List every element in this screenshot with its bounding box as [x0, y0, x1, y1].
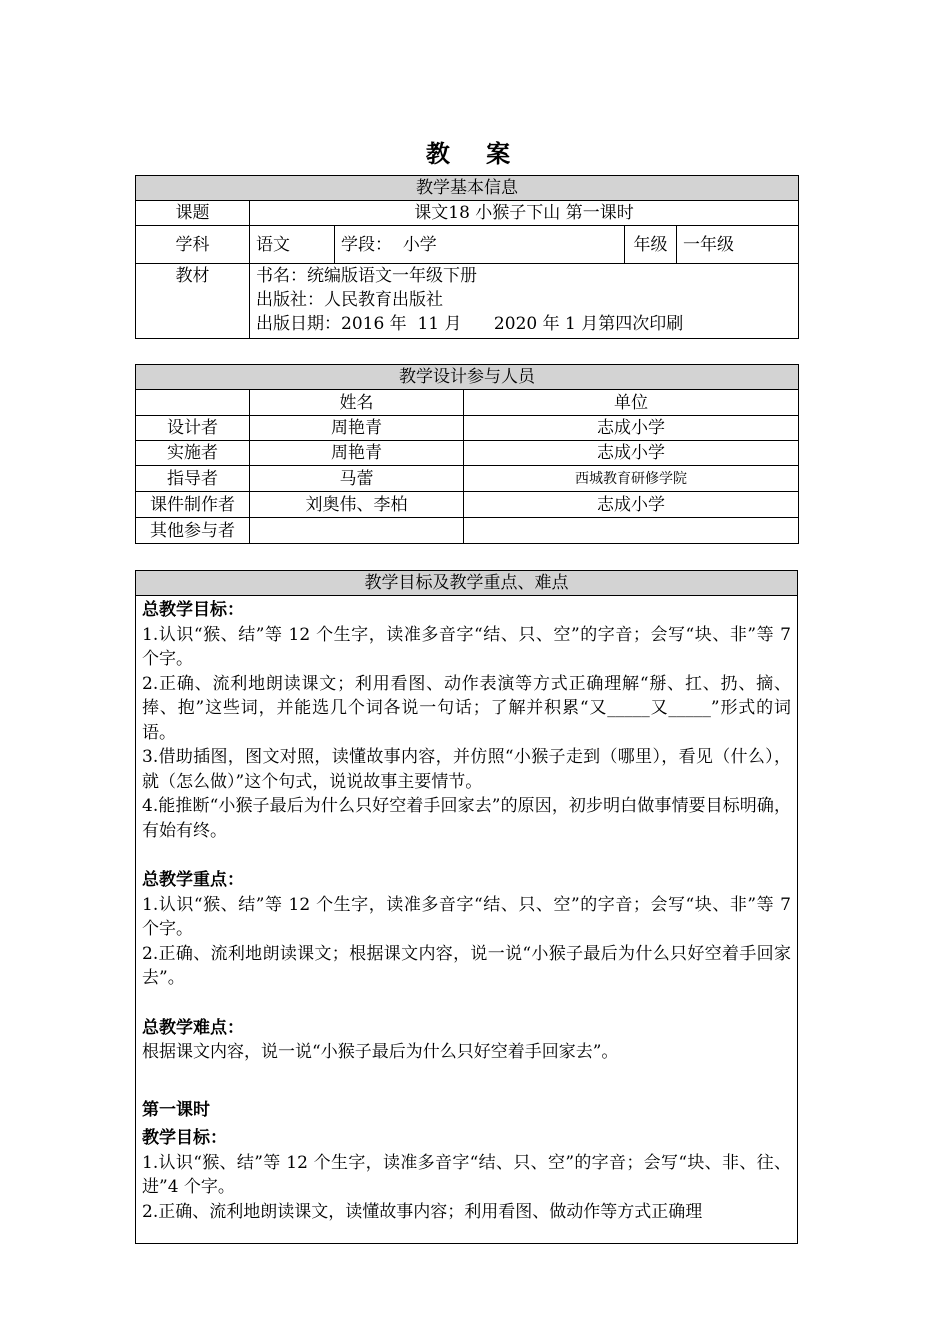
- name-cell: 周艳青: [250, 441, 464, 466]
- unit-cell: 西城教育研修学院: [464, 466, 799, 492]
- list-item: 2.正确、流利地朗读课文；根据课文内容，说一说“小猴子最后为什么只好空着手回家去”。: [142, 943, 791, 988]
- material-label: 教材: [136, 264, 250, 339]
- col-unit-header: 单位: [464, 390, 799, 416]
- col-name-header: 姓名: [250, 390, 464, 416]
- material-value: [250, 264, 799, 339]
- unit-cell: 志成小学: [464, 441, 799, 466]
- table-row: [136, 441, 799, 466]
- list-item: 1.认识“猴、结”等 12 个生字，读准多音字“结、只、空”的字音；会写“块、非、往、进”4 个字。: [142, 1152, 791, 1197]
- unit-cell: 志成小学: [464, 416, 799, 441]
- material-line: 出版日期：2016 年 11 月 2020 年 1 月第四次印刷: [256, 314, 684, 334]
- list-item: 1.认识“猴、结”等 12 个生字，读准多音字“结、只、空”的字音；会写“块、非”等 7 个字。: [142, 894, 791, 939]
- lesson-title: 第一课时: [142, 1099, 210, 1120]
- stage-cell: [335, 226, 625, 264]
- empty-cell: [136, 390, 250, 416]
- material-line: 书名：统编版语文一年级下册: [256, 266, 477, 286]
- difficulty-title: 总教学难点：: [142, 1017, 244, 1038]
- objectives-table: [135, 570, 798, 1244]
- name-cell: [250, 518, 464, 544]
- objectives-body: [136, 596, 798, 1244]
- table-row: [136, 466, 799, 492]
- name-cell: 刘奥伟、李柏: [250, 492, 464, 518]
- lesson-goal-title: 教学目标：: [142, 1128, 227, 1148]
- participants-header: 教学设计参与人员: [136, 365, 799, 390]
- name-cell: 周艳青: [250, 416, 464, 441]
- subject-label: 学科: [136, 226, 250, 264]
- role-cell: 课件制作者: [136, 492, 250, 518]
- page-title: 教 案: [425, 139, 525, 168]
- unit-cell: 志成小学: [464, 492, 799, 518]
- grade-label: 年级: [625, 226, 677, 264]
- role-cell: 实施者: [136, 441, 250, 466]
- list-item: 1.认识“猴、结”等 12 个生字，读准多音字“结、只、空”的字音；会写“块、非”等 7 个字。: [142, 624, 791, 669]
- topic-label: 课题: [136, 201, 250, 226]
- overall-goal-title: 总教学目标：: [142, 600, 244, 620]
- table-row: [136, 518, 799, 544]
- participants-table: [135, 364, 799, 544]
- role-cell: 设计者: [136, 416, 250, 441]
- topic-value: 课文18 小猴子下山 第一课时: [250, 201, 799, 226]
- list-item: 2.正确、流利地朗读课文；利用看图、动作表演等方式正确理解“掰、扛、扔、摘、捧、抱”这些词，并能选几个词各说一句话；了解并积累“又_____又_____”形式的词语。: [142, 673, 791, 743]
- stage-label: 学段：: [341, 234, 392, 255]
- list-item: 3.借助插图，图文对照，读懂故事内容，并仿照“小猴子走到（哪里），看见（什么），就（怎么做）”这个句式，说说故事主要情节。: [142, 747, 791, 792]
- stage-value: 小学: [402, 234, 437, 255]
- material-line: 出版社：人民教育出版社: [256, 290, 443, 310]
- table-row: [136, 492, 799, 518]
- basic-info-table: [135, 175, 799, 339]
- list-item: 4.能推断“小猴子最后为什么只好空着手回家去”的原因，初步明白做事情要目标明确，有始有终。: [142, 796, 791, 841]
- difficulty-text: 根据课文内容，说一说“小猴子最后为什么只好空着手回家去”。: [142, 1042, 619, 1062]
- role-cell: 其他参与者: [136, 518, 250, 544]
- table-row: [136, 416, 799, 441]
- list-item: 2.正确、流利地朗读课文，读懂故事内容；利用看图、做动作等方式正确理: [142, 1201, 703, 1222]
- role-cell: 指导者: [136, 466, 250, 492]
- subject-value: 语文: [250, 226, 335, 264]
- name-cell: 马蕾: [250, 466, 464, 492]
- key-points-title: 总教学重点：: [142, 870, 244, 890]
- unit-cell: [464, 518, 799, 544]
- objectives-header: 教学目标及教学重点、难点: [136, 571, 798, 596]
- basic-info-header: 教学基本信息: [136, 176, 799, 201]
- grade-value: 一年级: [677, 226, 799, 264]
